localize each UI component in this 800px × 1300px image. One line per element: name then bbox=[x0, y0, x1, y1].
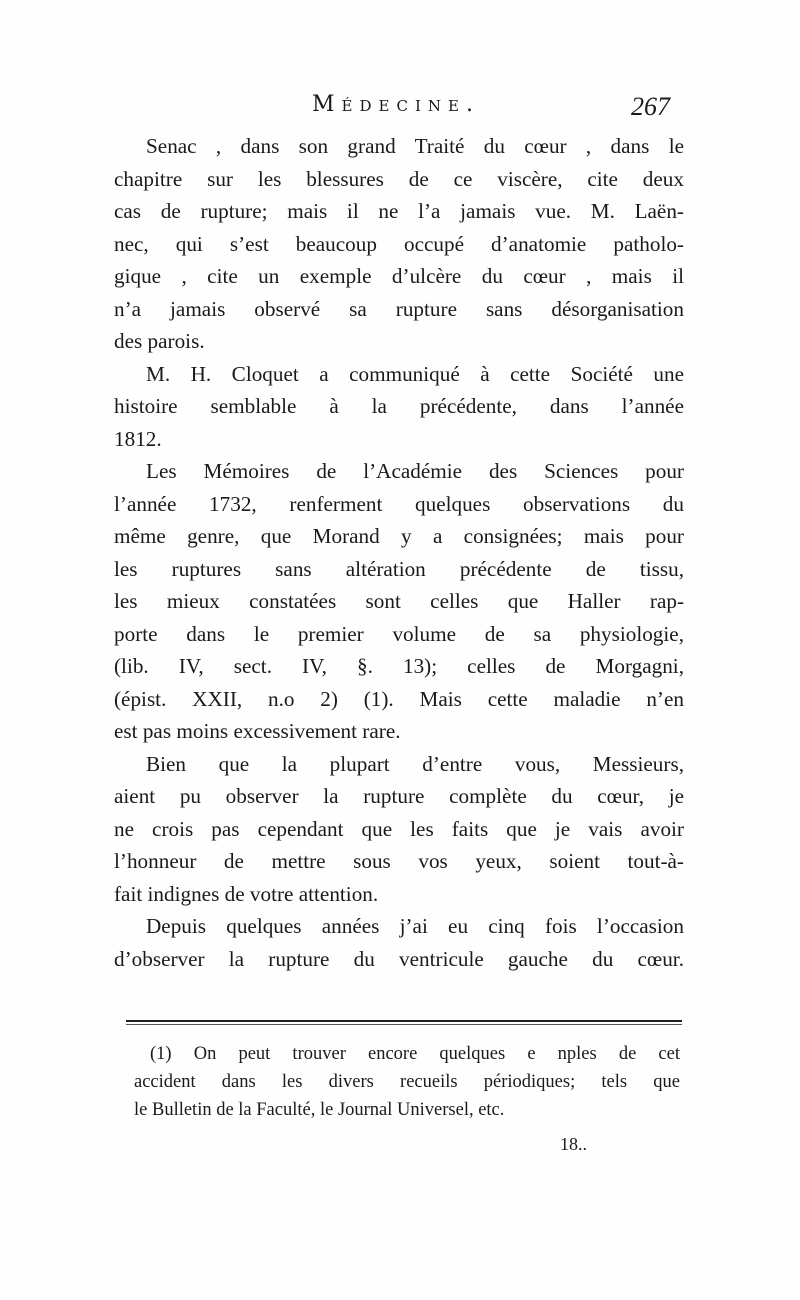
text-line: gique , cite un exemple d’ulcère du cœur , mais il bbox=[114, 264, 684, 288]
page-header bbox=[112, 92, 680, 132]
text-line: les ruptures sans altération précédente de tissu, bbox=[114, 556, 684, 581]
body-text bbox=[114, 130, 684, 975]
text-line: aient pu observer la rupture complète du cœur, je bbox=[114, 784, 684, 808]
text-line: les mieux constatées sont celles que Haller rap- bbox=[114, 589, 684, 613]
text-line: l’honneur de mettre sous vos yeux, soient tout-à- bbox=[114, 849, 684, 873]
text-line: Senac , dans son grand Traité du cœur , dans le bbox=[146, 134, 684, 158]
text-line: même genre, que Morand y a consignées; mais pour bbox=[114, 524, 684, 548]
footnote-line: le Bulletin de la Faculté, le Journal Universel, etc. bbox=[134, 1100, 505, 1120]
text-line: M. H. Cloquet a communiqué à cette Société une bbox=[146, 361, 684, 386]
text-line: cas de rupture; mais il ne l’a jamais vue. M. Laën- bbox=[114, 199, 684, 223]
text-line: n’a jamais observé sa rupture sans désorganisation bbox=[114, 296, 684, 321]
text-line: 1812. bbox=[114, 426, 162, 451]
text-line: (épist. XXII, n.o 2) (1). Mais cette maladie n’en bbox=[114, 686, 684, 711]
text-line: l’année 1732, renferment quelques observations du bbox=[114, 491, 684, 516]
footnote-line: (1) On peut trouver encore quelques e nples de cet bbox=[150, 1044, 680, 1064]
footnote-line: accident dans les divers recueils périodiques; tels que bbox=[134, 1072, 680, 1092]
text-line: Depuis quelques années j’ai eu cinq fois l’occasion bbox=[146, 914, 684, 938]
footnote-rule-thin bbox=[126, 1024, 682, 1025]
text-line: Les Mémoires de l’Académie des Sciences pour bbox=[146, 459, 684, 483]
text-line: d’observer la rupture du ventricule gauche du cœur. bbox=[114, 946, 684, 971]
footnote-rule bbox=[126, 1020, 682, 1022]
footnote bbox=[134, 1040, 680, 1124]
running-title: Médecine. bbox=[312, 92, 480, 117]
text-line: chapitre sur les blessures de ce viscère, cite deux bbox=[114, 166, 684, 191]
text-line: ne crois pas cependant que les faits que je vais avoir bbox=[114, 816, 684, 841]
text-line: Bien que la plupart d’entre vous, Messieurs, bbox=[146, 751, 684, 776]
signature-mark: 18.. bbox=[560, 1134, 587, 1154]
text-line: (lib. IV, sect. IV, §. 13); celles de Morgagni, bbox=[114, 654, 684, 678]
text-line: est pas moins excessivement rare. bbox=[114, 719, 401, 743]
text-line: fait indignes de votre attention. bbox=[114, 881, 379, 906]
page-number: 267 bbox=[631, 92, 670, 121]
text-line: porte dans le premier volume de sa physiologie, bbox=[114, 621, 684, 646]
text-line: nec, qui s’est beaucoup occupé d’anatomie patholo- bbox=[114, 231, 684, 256]
text-line: histoire semblable à la précédente, dans l’année bbox=[114, 394, 684, 418]
text-line: des parois. bbox=[114, 329, 205, 353]
